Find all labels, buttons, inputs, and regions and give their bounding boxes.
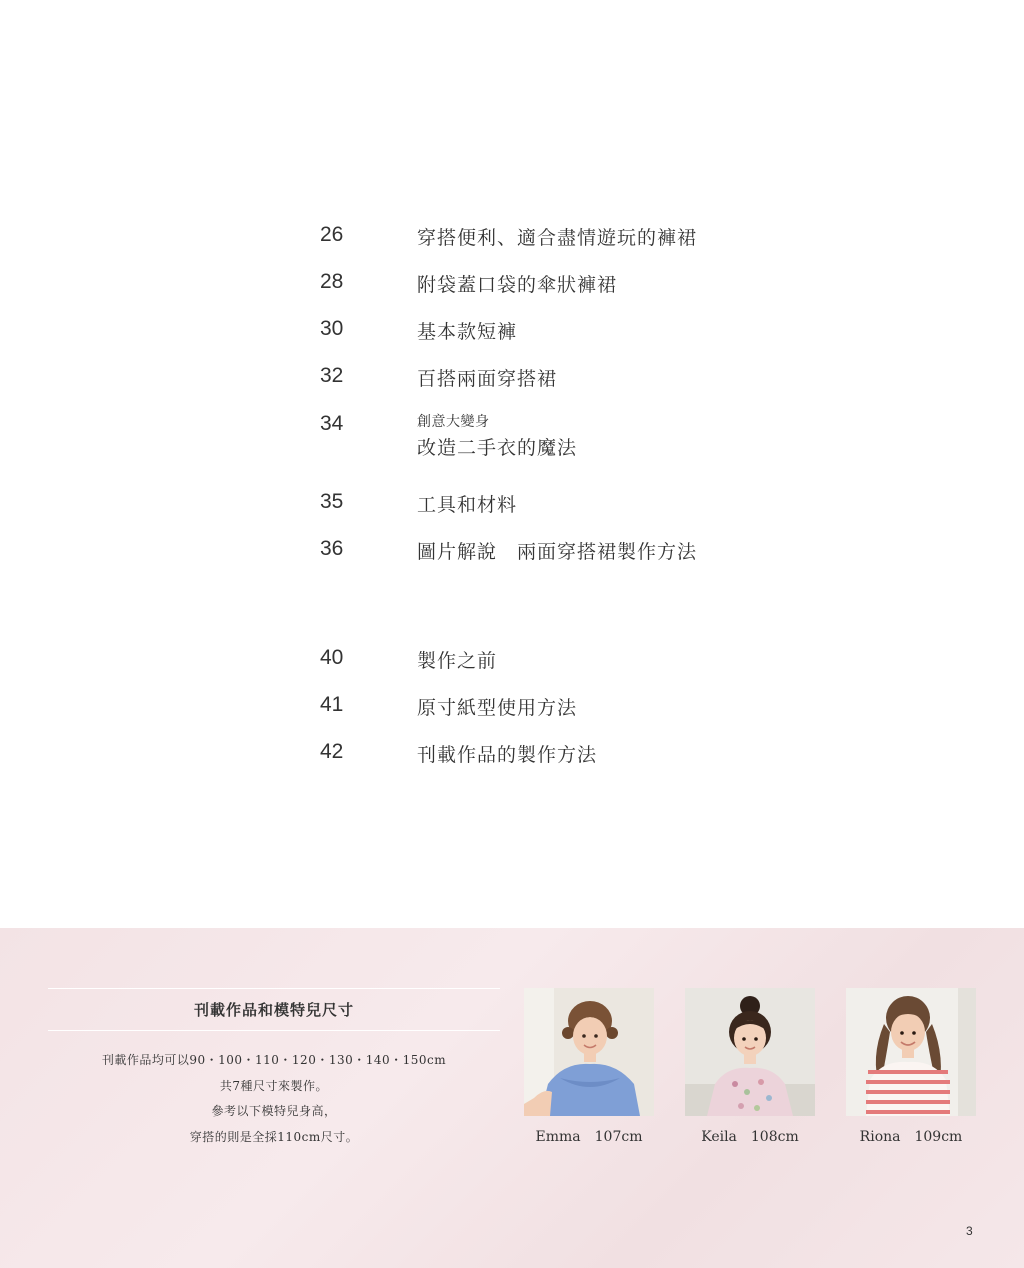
model-card [524, 988, 654, 1146]
toc-title: 基本款短褲 [417, 321, 518, 343]
toc-title: 製作之前 [417, 650, 498, 672]
model-photo [524, 988, 654, 1116]
toc-title: 附袋蓋口袋的傘狀褲裙 [417, 274, 618, 296]
divider [48, 988, 500, 989]
size-info-line: 刊載作品均可以90・100・110・120・130・140・150cm [101, 1053, 447, 1067]
model-caption: Riona 109cm [859, 1129, 963, 1145]
toc-page-number: 28 [320, 270, 344, 293]
toc-page-number: 36 [320, 537, 344, 560]
model-card [685, 988, 815, 1146]
toc-entry[interactable] [0, 537, 1024, 597]
model-photo [846, 988, 976, 1116]
toc-page-number: 30 [320, 317, 344, 340]
toc-entry[interactable] [0, 412, 1024, 472]
toc-title: 原寸紙型使用方法 [417, 697, 578, 719]
page-number: 3 [966, 1224, 973, 1238]
size-info-line: 參考以下模特兒身高， [211, 1104, 337, 1118]
toc-page-number: 35 [320, 490, 344, 513]
toc-entry[interactable] [0, 740, 1024, 800]
model-caption: Keila 108cm [701, 1129, 799, 1145]
toc-page-number: 41 [320, 693, 344, 716]
toc-title-group [417, 412, 577, 460]
toc-title: 刊載作品的製作方法 [417, 744, 598, 766]
child-portrait-image [846, 988, 976, 1116]
toc-title: 穿搭便利、適合盡情遊玩的褲裙 [417, 227, 698, 249]
toc-title: 工具和材料 [417, 494, 518, 516]
toc-title: 圖片解說 兩面穿搭裙製作方法 [417, 541, 698, 563]
model-card [846, 988, 976, 1146]
child-portrait-image [685, 988, 815, 1116]
toc-title: 百搭兩面穿搭裙 [417, 368, 558, 390]
toc-page-number: 34 [320, 412, 344, 435]
toc-page-number: 42 [320, 740, 344, 763]
size-info-line: 共7種尺寸來製作。 [219, 1078, 329, 1093]
toc-page-number: 40 [320, 646, 344, 669]
size-info-text [48, 1048, 500, 1150]
model-caption: Emma 107cm [535, 1129, 643, 1145]
child-portrait-image [524, 988, 654, 1116]
toc-subtitle: 創意大變身 [417, 414, 490, 430]
toc-title: 改造二手衣的魔法 [417, 437, 578, 459]
divider [48, 1030, 500, 1031]
toc-page-number: 32 [320, 364, 344, 387]
model-photo [685, 988, 815, 1116]
toc-page-number: 26 [320, 223, 344, 246]
size-info-panel [0, 928, 1024, 1268]
size-info-line: 穿搭的則是全採110cm尺寸。 [189, 1129, 359, 1144]
size-info-heading: 刊載作品和模特兒尺寸 [193, 1001, 354, 1019]
